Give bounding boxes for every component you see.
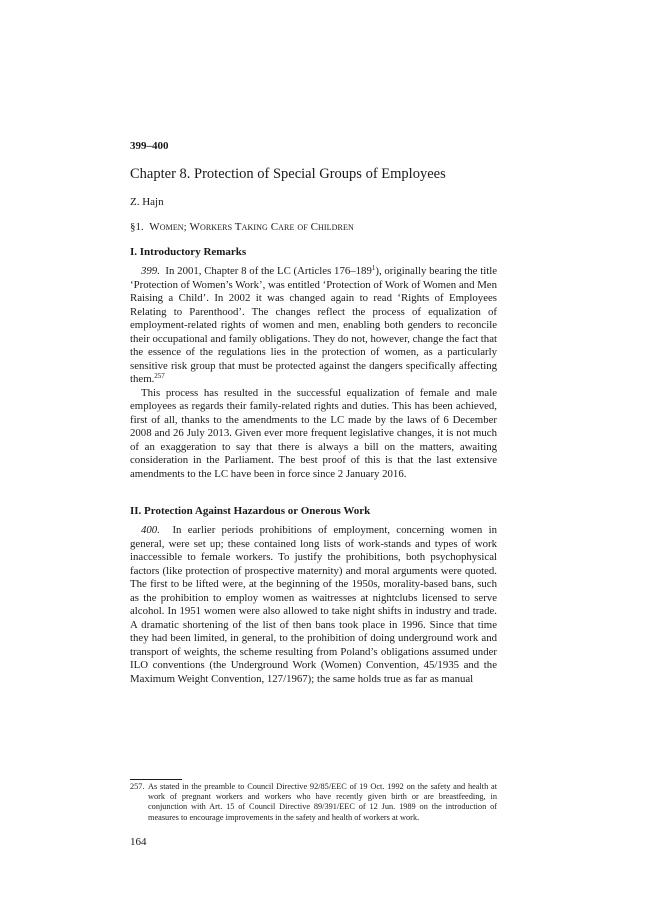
footnote-ref-257[interactable]: 257 (154, 372, 165, 380)
paragraph-number-399: 399. (141, 265, 160, 277)
paragraph-number-400: 400. (141, 524, 160, 536)
author: Z. Hajn (130, 196, 164, 208)
footnote-divider (130, 779, 182, 780)
paragraph-range-header: 399–400 (130, 140, 169, 152)
paragraph-400 (130, 524, 497, 686)
page-number: 164 (130, 836, 147, 848)
heading-protection-hazardous-work: II. Protection Against Hazardous or Onerous Work (130, 505, 371, 517)
paragraph-399-text-b: ), originally bearing the title ‘Protection of Women’s Work’, was entitled ‘Protection of Work of Women and Men Raising a Child’. In 2002 it was changed again to read ‘Rights of Employees Relating to Parenthood’. The changes reflect the process of equalization of employment-related rights of women and men, enabling both genders to reconcile their occupational and family obligations. They do not, however, change the fact that the essence of the regulations lies in the protection of women, as a particularly sensitive risk group that must be protected against the dangers specifically affecting them. (130, 265, 497, 385)
footnote-257 (130, 782, 497, 823)
paragraph-399-text-a: In 2001, Chapter 8 of the LC (Articles 176–189 (165, 265, 372, 277)
chapter-title: Chapter 8. Protection of Special Groups of Employees (130, 166, 446, 182)
paragraph-399-continuation: This process has resulted in the successful equalization of female and male employees as regards their family-related rights and duties. This has been achieved, first of all, thanks to the amendments to the LC made by the laws of 6 December 2008 and 26 July 2013. Given ever more frequent legislative changes, it is not much of an exaggeration to say that there is always a bill on the matters, awaiting consideration in the Parliament. The best proof of this is that the last extensive amendments to the LC have been in force since 2 January 2016. (130, 386, 497, 480)
heading-introductory-remarks: I. Introductory Remarks (130, 246, 247, 258)
paragraph-399 (130, 265, 497, 387)
page-body (130, 140, 497, 686)
footnote-number: 257. (130, 782, 145, 791)
article-superscript: 1 (371, 264, 376, 272)
paragraph-400-text: In earlier periods prohibitions of employment, concerning women in general, were set up; these contained long lists of work-stands and types of work inaccessible to female workers. To justify the prohibitions, both psychophysical factors (like protection of prospective maternity) and moral arguments were quoted. The first to be lifted were, at the beginning of the 1950s, morality-based bans, such as the prohibition to employ women as waitresses at nightclubs licensed to serve alcohol. In 1951 women were also allowed to take night shifts in industry and trade. A dramatic shortening of the list of then bans took place in 1996. Since that time they had been limited, in general, to the prohibition of doing underground work and transport of weights, the scheme resulting from Poland’s obligations assumed under ILO conventions (the Underground Work (Women) Convention, 45/1935 and the Maximum Weight Convention, 127/1967); the same holds true as far as manual (130, 524, 497, 685)
section-title-text: Women; Workers Taking Care of Children (149, 221, 354, 233)
section-marker: §1. (130, 221, 144, 233)
footnote-text: As stated in the preamble to Council Directive 92/85/EEC of 19 Oct. 1992 on the safety and health at work of pregnant workers and workers who have recently given birth or are breastfeeding, in conjunction with Art. 15 of Council Directive 89/391/EEC of 12 Jun. 1989 on the introduction of measures to encourage improvements in the safety and health of workers at work. (148, 782, 497, 822)
section-title (130, 221, 497, 233)
